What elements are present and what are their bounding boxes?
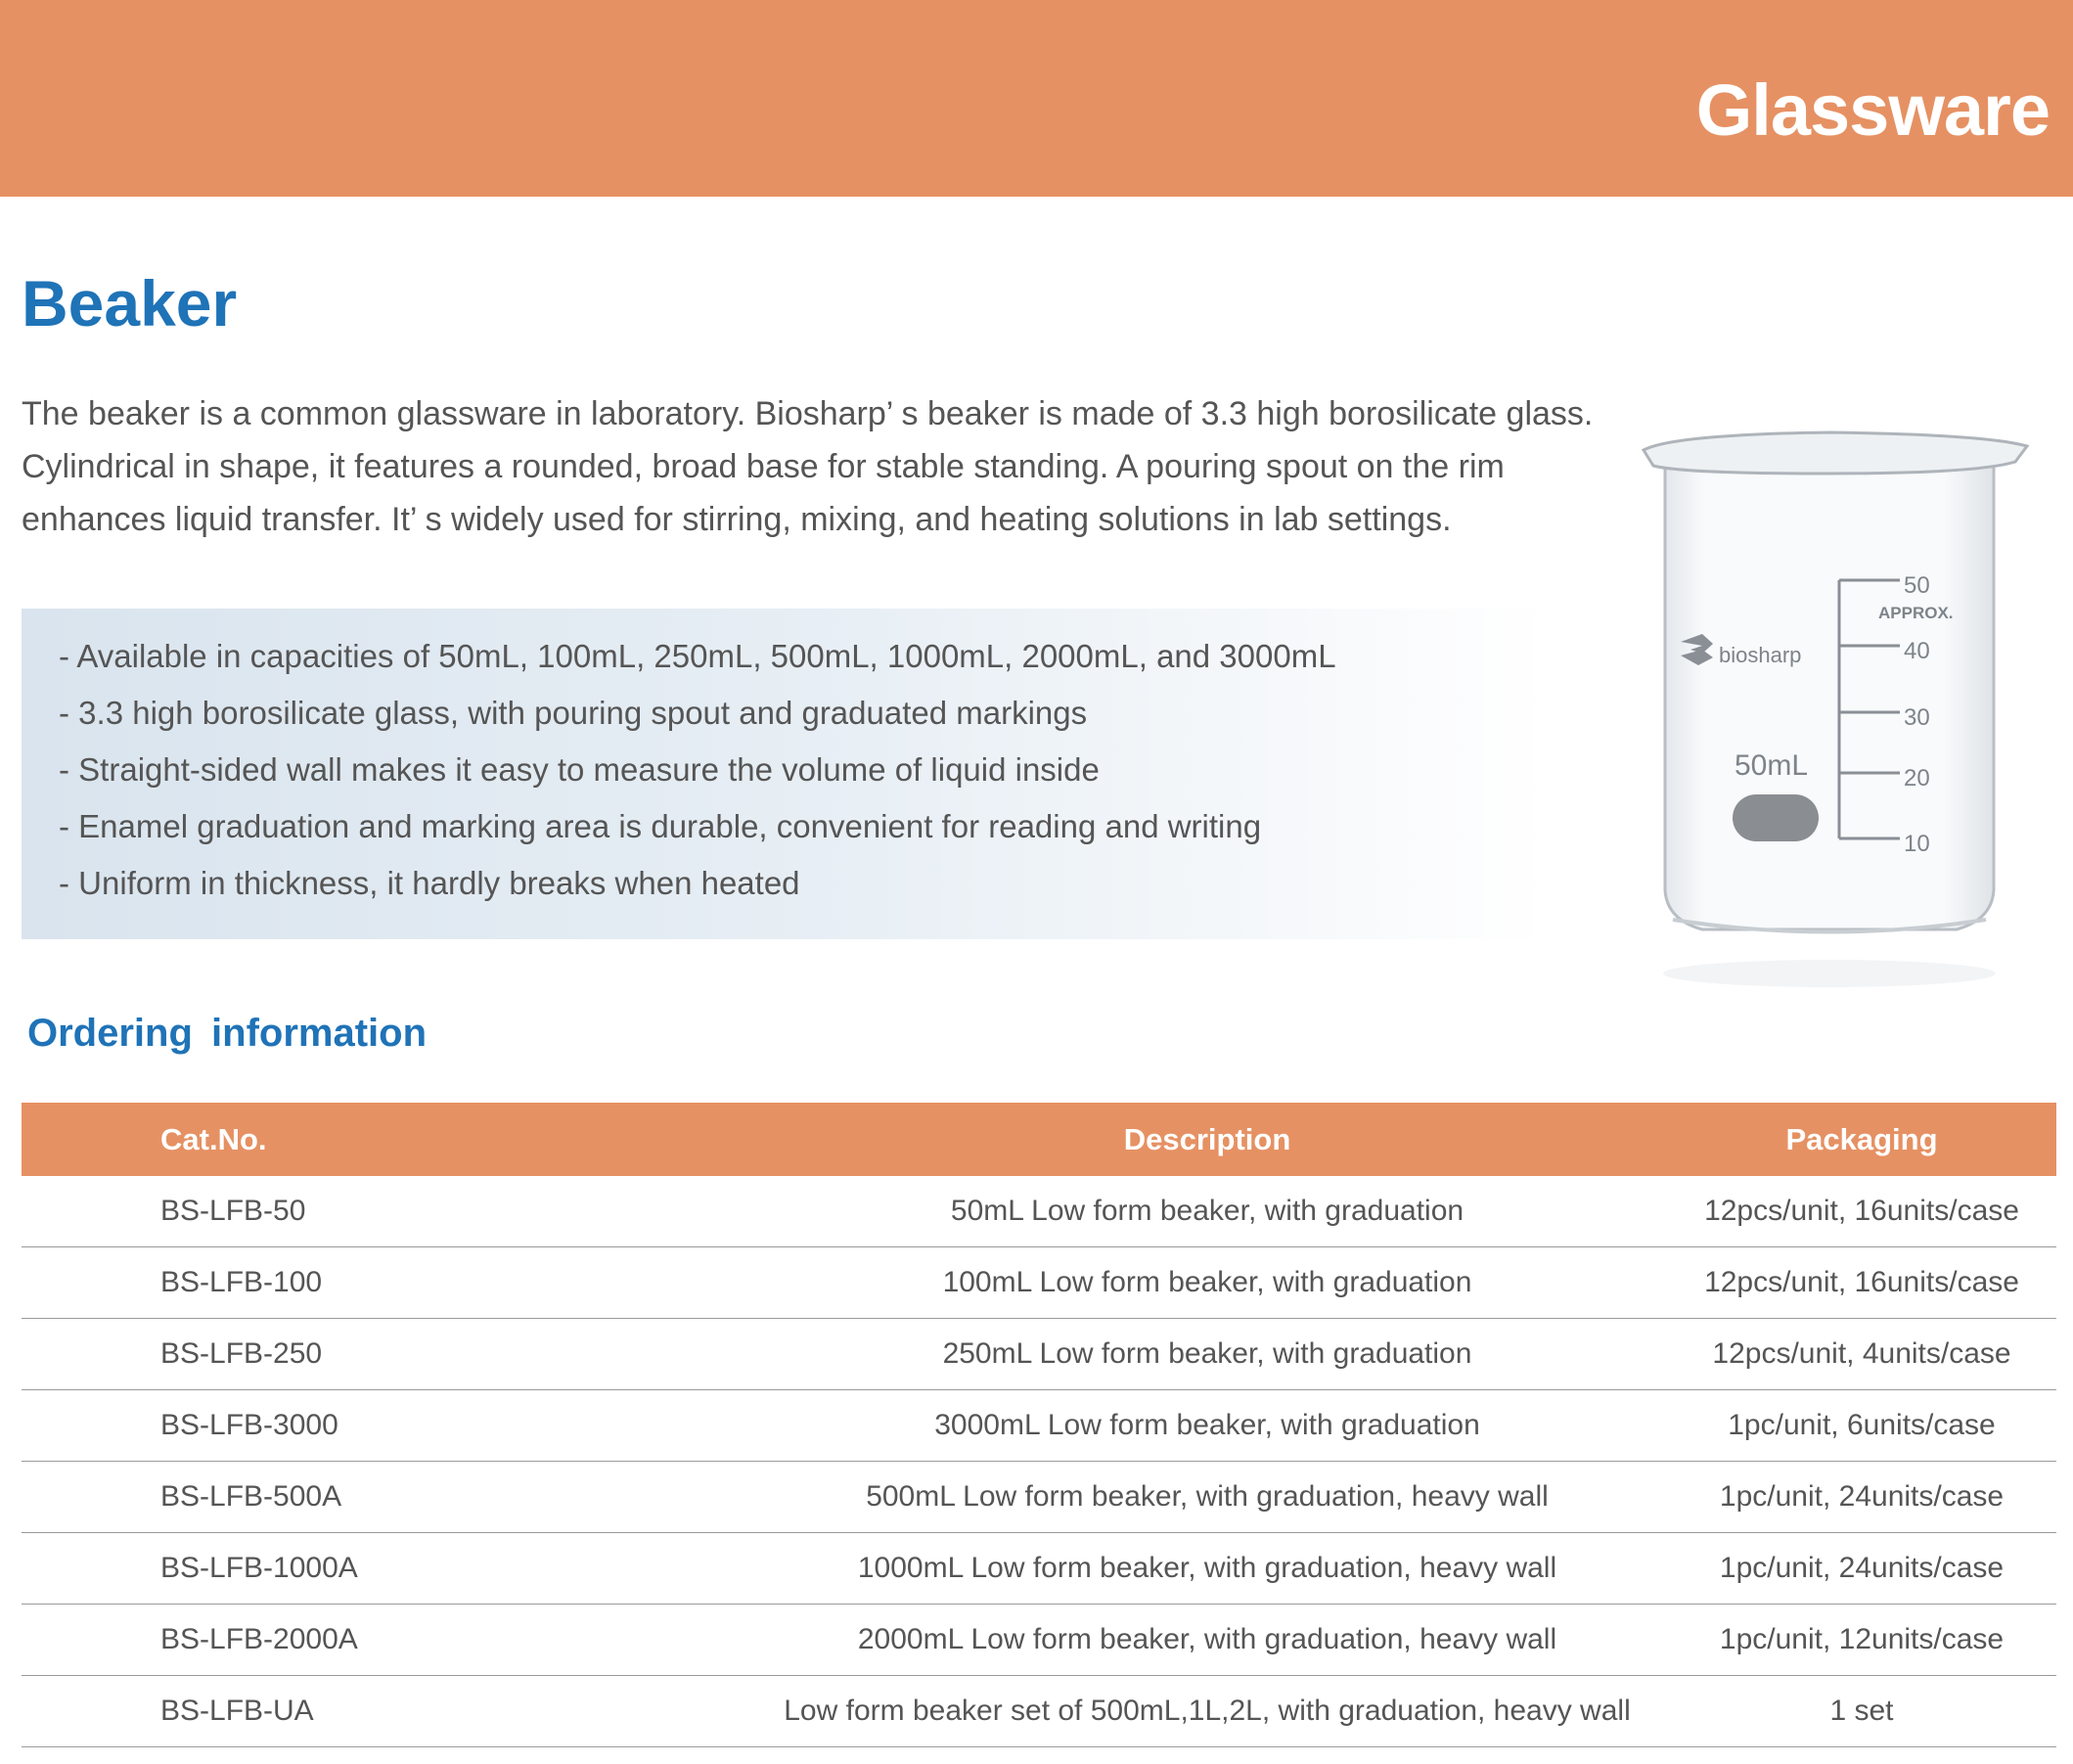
category-title: Glassware xyxy=(1695,69,2050,151)
beaker-image xyxy=(1604,411,2054,1037)
cell-packaging: 12pcs/unit, 16units/case xyxy=(1667,1247,2056,1319)
cell-cat-no: BS-LFB-100 xyxy=(22,1247,747,1319)
grad-mark: 10 xyxy=(1904,831,1930,857)
table-row xyxy=(22,1390,2056,1462)
cell-cat-no: BS-LFB-1000A xyxy=(22,1533,747,1605)
table-row xyxy=(22,1319,2056,1390)
cell-packaging: 1pc/unit, 24units/case xyxy=(1667,1533,2056,1605)
brand-label: biosharp xyxy=(1719,643,1802,667)
ordering-table xyxy=(22,1103,2056,1747)
cell-cat-no: BS-LFB-UA xyxy=(22,1676,747,1747)
cell-description: 50mL Low form beaker, with graduation xyxy=(747,1176,1667,1247)
cell-description: Low form beaker set of 500mL,1L,2L, with graduation, heavy wall xyxy=(747,1676,1667,1747)
cell-packaging: 1 set xyxy=(1667,1676,2056,1747)
col-header-packaging: Packaging xyxy=(1667,1103,2056,1176)
table-row xyxy=(22,1533,2056,1605)
cell-cat-no: BS-LFB-50 xyxy=(22,1176,747,1247)
cell-description: 2000mL Low form beaker, with graduation, heavy wall xyxy=(747,1605,1667,1676)
grad-mark: 50 xyxy=(1904,572,1930,599)
cell-packaging: 1pc/unit, 6units/case xyxy=(1667,1390,2056,1462)
cell-cat-no: BS-LFB-3000 xyxy=(22,1390,747,1462)
table-row xyxy=(22,1676,2056,1747)
grad-mark: 20 xyxy=(1904,765,1930,792)
col-header-description: Description xyxy=(747,1103,1667,1176)
cell-description: 500mL Low form beaker, with graduation, heavy wall xyxy=(747,1462,1667,1533)
cell-packaging: 12pcs/unit, 4units/case xyxy=(1667,1319,2056,1390)
cell-packaging: 12pcs/unit, 16units/case xyxy=(1667,1176,2056,1247)
cell-packaging: 1pc/unit, 24units/case xyxy=(1667,1462,2056,1533)
table-row xyxy=(22,1247,2056,1319)
cell-cat-no: BS-LFB-2000A xyxy=(22,1605,747,1676)
cell-description: 1000mL Low form beaker, with graduation, heavy wall xyxy=(747,1533,1667,1605)
table-row xyxy=(22,1176,2056,1247)
table-row xyxy=(22,1605,2056,1676)
feature-item: - Enamel graduation and marking area is durable, convenient for reading and writing xyxy=(59,798,1548,855)
ordering-title: Ordering information xyxy=(27,1012,427,1055)
product-intro: The beaker is a common glassware in laboratory. Biosharp’ s beaker is made of 3.3 high borosilicate glass. Cylindrical in shape, it features a rounded, broad base for stable standing. A pouring spout on the rim enhances liquid transfer. It’ s widely used for stirring, mixing, and heating solutions in lab settings. xyxy=(22,395,1594,538)
feature-item: - Available in capacities of 50mL, 100mL, 250mL, 500mL, 1000mL, 2000mL, and 3000mL xyxy=(59,628,1548,685)
feature-item: - 3.3 high borosilicate glass, with pouring spout and graduated markings xyxy=(59,685,1548,742)
table-row xyxy=(22,1462,2056,1533)
col-header-cat-no: Cat.No. xyxy=(22,1103,747,1176)
feature-item: - Straight-sided wall makes it easy to measure the volume of liquid inside xyxy=(59,742,1548,798)
cell-description: 250mL Low form beaker, with graduation xyxy=(747,1319,1667,1390)
feature-list xyxy=(22,609,1548,912)
cell-cat-no: BS-LFB-500A xyxy=(22,1462,747,1533)
feature-item: - Uniform in thickness, it hardly breaks when heated xyxy=(59,855,1548,912)
product-title: Beaker xyxy=(22,267,238,339)
capacity-label: 50mL xyxy=(1735,749,1809,782)
grad-mark: 30 xyxy=(1904,704,1930,731)
marking-area xyxy=(1733,794,1819,841)
table-header-row xyxy=(22,1103,2056,1176)
header-banner xyxy=(0,0,2073,197)
grad-mark: 40 xyxy=(1904,638,1930,664)
cell-packaging: 1pc/unit, 12units/case xyxy=(1667,1605,2056,1676)
features-panel xyxy=(22,609,1548,939)
cell-description: 100mL Low form beaker, with graduation xyxy=(747,1247,1667,1319)
cell-cat-no: BS-LFB-250 xyxy=(22,1319,747,1390)
cell-description: 3000mL Low form beaker, with graduation xyxy=(747,1390,1667,1462)
approx-label: APPROX. xyxy=(1878,604,1954,622)
